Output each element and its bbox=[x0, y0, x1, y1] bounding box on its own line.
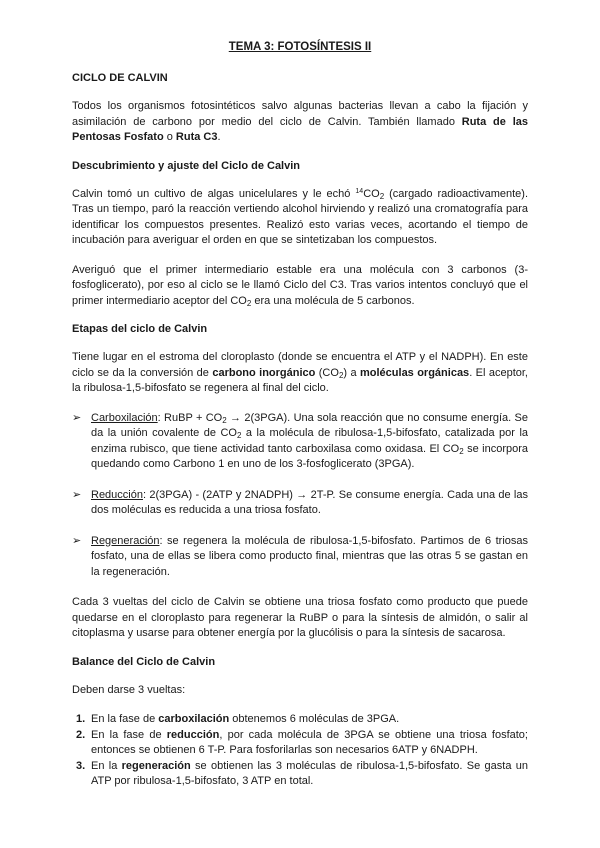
bold-term: moléculas orgánicas bbox=[360, 366, 470, 379]
bold-term: Ruta C3 bbox=[175, 131, 218, 143]
text-run: se incorpora quedando como Carbono 1 en uno de los 3-fosfoglicerato (3PGA). bbox=[91, 442, 528, 470]
list-number: 2. bbox=[76, 728, 86, 741]
text-run: Averiguó que el primer intermediario estable era una molécula con 3 carbonos (3-fosfoglicerato), por eso al ciclo se le llamó Ciclo del C3. Tras varios intentos concluyó que el primer intermediario aceptor del CO bbox=[72, 263, 528, 307]
arrow-bullet-icon: ➢ bbox=[72, 488, 82, 501]
subscript: 2 bbox=[379, 191, 385, 201]
subscript: 2 bbox=[222, 415, 227, 425]
text-run: En la fase de bbox=[91, 713, 159, 725]
text-run: En la fase de bbox=[91, 728, 167, 741]
bold-term: regeneración bbox=[121, 759, 191, 772]
text-run: se obtienen las 3 moléculas de ribulosa-1,5-bifosfato. Se gasta un ATP por ribulosa-1,5-bifosfato, 3 ATP en total. bbox=[91, 759, 528, 787]
list-number: 3. bbox=[76, 759, 86, 772]
paragraph-intro bbox=[72, 99, 528, 146]
text-run: En la bbox=[91, 759, 122, 772]
bold-term: carboxilación bbox=[158, 713, 230, 725]
list-item-carboxilacion bbox=[72, 411, 528, 473]
stage-label: Carboxilación bbox=[91, 411, 158, 424]
list-item-regeneracion bbox=[72, 534, 528, 581]
heading-balance: Balance del Ciclo de Calvin bbox=[72, 655, 216, 668]
text-run: era una molécula de 5 carbonos. bbox=[251, 294, 415, 307]
text-run: (cargado radioactivamente). Tras un tiempo, paró la reacción vertiendo alcohol hirviendo y realizó una cromatografía para identificar los compuestos presentes. Realizó esto varias veces, acortando el tiempo de incubación para averiguar el orden en que se sintetizaban los compuestos. bbox=[72, 187, 529, 246]
list-item bbox=[72, 759, 528, 790]
paragraph-balance-intro: Deben darse 3 vueltas: bbox=[72, 683, 186, 696]
bold-term: Ruta de las Pentosas Fosfato bbox=[72, 115, 528, 143]
text-run: : 2(3PGA) - (2ATP y 2NADPH) → 2T-P. Se consume energía. Cada una de las dos moléculas es reducida a una triosa fosfato. bbox=[91, 488, 528, 516]
stage-label: Regeneración bbox=[91, 534, 160, 547]
text-run: : se regenera la molécula de ribulosa-1,5-bifosfato. Partimos de 6 triosas fosfato, una de ellas se libera como producto final, mientras que las otras 5 se gastan en la regeneración. bbox=[91, 534, 528, 578]
text-run: a la molécula de ribulosa-1,5-bifosfato, catalizada por la enzima rubisco, que tiene actividad tanto carboxilasa como oxidasa. El CO bbox=[91, 427, 529, 455]
heading-ciclo-calvin: CICLO DE CALVIN bbox=[72, 72, 168, 84]
heading-etapas: Etapas del ciclo de Calvin bbox=[72, 323, 208, 335]
text-run: Tiene lugar en el estroma del cloroplasto (donde se encuentra el ATP y el NADPH). En este ciclo se da la conversión de bbox=[72, 351, 528, 379]
arrow-bullet-icon: ➢ bbox=[72, 411, 82, 424]
stages-list bbox=[72, 411, 528, 581]
arrow-bullet-icon: ➢ bbox=[72, 534, 82, 547]
text-run: CO bbox=[363, 187, 380, 200]
text-run: obtenemos 6 moléculas de 3PGA. bbox=[229, 713, 400, 725]
text-run: Calvin tomó un cultivo de algas unicelulares y le echó bbox=[72, 187, 356, 200]
subscript: 2 bbox=[236, 431, 242, 440]
text-run: , por cada molécula de 3PGA se obtiene una triosa fosfato; entonces se obtienen 6 T-P. Para fosforilarlas son necesarios 6ATP y 6NADPH. bbox=[91, 728, 528, 756]
list-number: 1. bbox=[76, 713, 86, 725]
bold-term: reducción bbox=[166, 728, 220, 741]
paragraph-vueltas: Cada 3 vueltas del ciclo de Calvin se obtiene una triosa fosfato como producto que puede quedarse en el cloroplasto para regenerar la RuBP o para la síntesis de almidón, o salir al citoplasma y usarse para obtener energía por la glucólisis o para la síntesis de sacarosa. bbox=[72, 596, 528, 639]
list-item bbox=[72, 728, 528, 759]
subscript: 2 bbox=[338, 370, 344, 380]
text-run: ) a bbox=[343, 366, 360, 379]
text-run: . El aceptor, la ribulosa-1,5-bifosfato se regenera al final del ciclo. bbox=[72, 366, 528, 394]
paragraph-etapas bbox=[72, 350, 528, 397]
subscript: 2 bbox=[459, 446, 464, 456]
text-run: o bbox=[163, 131, 176, 143]
list-item bbox=[72, 712, 528, 728]
heading-descubrimiento: Descubrimiento y ajuste del Ciclo de Calvin bbox=[72, 159, 301, 172]
document-title: TEMA 3: FOTOSÍNTESIS II bbox=[228, 41, 372, 53]
paragraph-discovery-2 bbox=[72, 263, 528, 310]
text-run: → 2(3PGA). Una sola reacción que no consume energía. Se da la unión covalente de CO bbox=[91, 411, 529, 439]
subscript: 2 bbox=[246, 298, 252, 308]
stage-label: Reducción bbox=[91, 488, 143, 501]
paragraph-discovery-1 bbox=[72, 187, 528, 249]
superscript: 14 bbox=[355, 187, 364, 195]
text-run: : RuBP + CO bbox=[157, 411, 223, 424]
text-run: (CO bbox=[315, 366, 339, 379]
text-run: Todos los organismos fotosintéticos salvo algunas bacterias llevan a cabo la fijación y asimilación de carbono por medio del ciclo de Calvin. También llamado bbox=[72, 100, 528, 128]
list-item-reduccion bbox=[72, 488, 528, 519]
balance-list bbox=[72, 712, 528, 790]
bold-term: carbono inorgánico bbox=[212, 366, 316, 379]
text-run: . bbox=[217, 131, 221, 143]
